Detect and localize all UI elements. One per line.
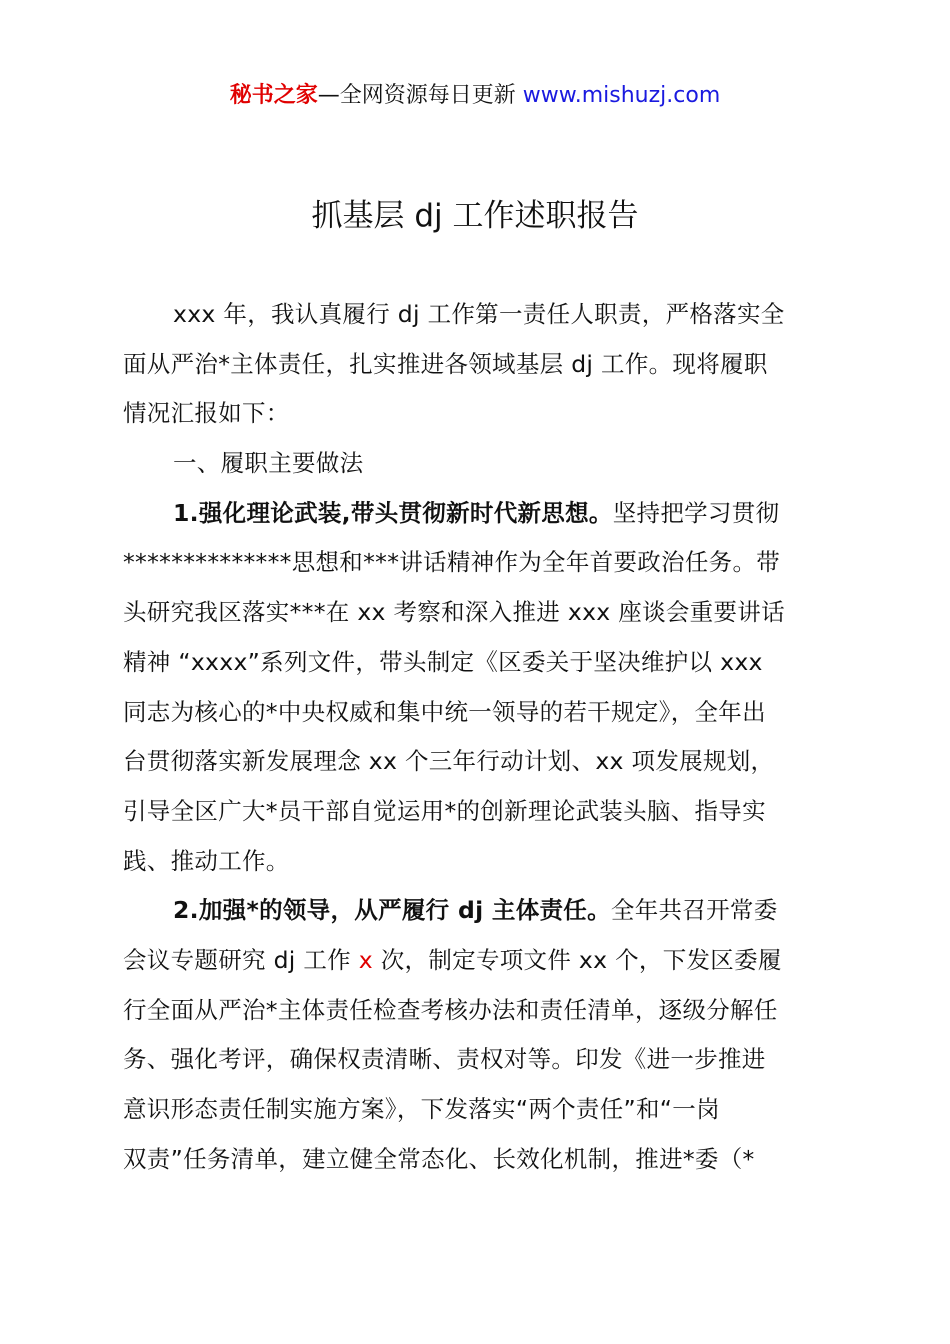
item2-first-line-text: 全年共召开常委 [610, 896, 778, 925]
item2-first-line [123, 886, 833, 936]
paragraph-line: 台贯彻落实新发展理念 xx 个三年行动计划、xx 项发展规划， [123, 747, 775, 776]
section-heading: 一、履职主要做法 [173, 449, 364, 478]
paragraph-line: 践、推动工作。 [123, 846, 290, 875]
item2-line2-before: 会议专题研究 dj 工作 [123, 945, 359, 974]
site-url-link[interactable]: www.mishuzj.com [522, 83, 721, 108]
paragraph-line: 务、强化考评，确保权责清晰、责权对等。印发《进一步推进 [123, 1045, 766, 1074]
paragraph-line: 双责”任务清单，建立健全常态化、长效化机制，推进*委（* [123, 1144, 755, 1173]
paragraph-line: 意识形态责任制实施方案》，下发落实“两个责任”和“一岗 [123, 1095, 720, 1123]
item1-heading: 1.强化理论武装,带头贯彻新时代新思想。 [173, 498, 613, 527]
paragraph-line: **************思想和***讲话精神作为全年首要政治任务。带 [123, 548, 781, 577]
paragraph-line: 同志为核心的*中央权威和集中统一领导的若干规定》，全年出 [123, 697, 766, 726]
item2-line2-after: 次，制定专项文件 xx 个，下发区委履 [372, 945, 782, 974]
document-body [123, 290, 833, 1184]
paragraph-line: 引导全区广大*员干部自觉运用*的创新理论武装头脑、指导实 [123, 796, 766, 825]
paragraph-line: 面从严治*主体责任，扎实推进各领域基层 dj 工作。现将履职 [123, 349, 768, 378]
item1-first-line [123, 489, 833, 539]
item2-line2-highlight: x [358, 945, 373, 974]
paragraph-line: 头研究我区落实***在 xx 考察和深入推进 xxx 座谈会重要讲话 [123, 598, 785, 627]
paragraph-line: 情况汇报如下： [123, 399, 290, 428]
item2-heading: 2.加强*的领导，从严履行 dj 主体责任。 [173, 896, 611, 925]
paragraph-line: xxx 年，我认真履行 dj 工作第一责任人职责，严格落实全 [173, 300, 785, 328]
item2-second-line [123, 936, 833, 986]
document-title: 抓基层 dj 工作述职报告 [311, 198, 639, 234]
item1-first-line-text: 坚持把学习贯彻 [612, 498, 780, 527]
brand-name: 秘书之家 [229, 83, 318, 108]
site-header [0, 80, 950, 112]
header-tagline: —全网资源每日更新 [317, 83, 523, 108]
paragraph-line: 行全面从严治*主体责任检查考核办法和责任清单，逐级分解任 [123, 995, 778, 1024]
paragraph-line: 精神 “xxxx”系列文件，带头制定《区委关于坚决维护以 xxx [123, 647, 763, 676]
